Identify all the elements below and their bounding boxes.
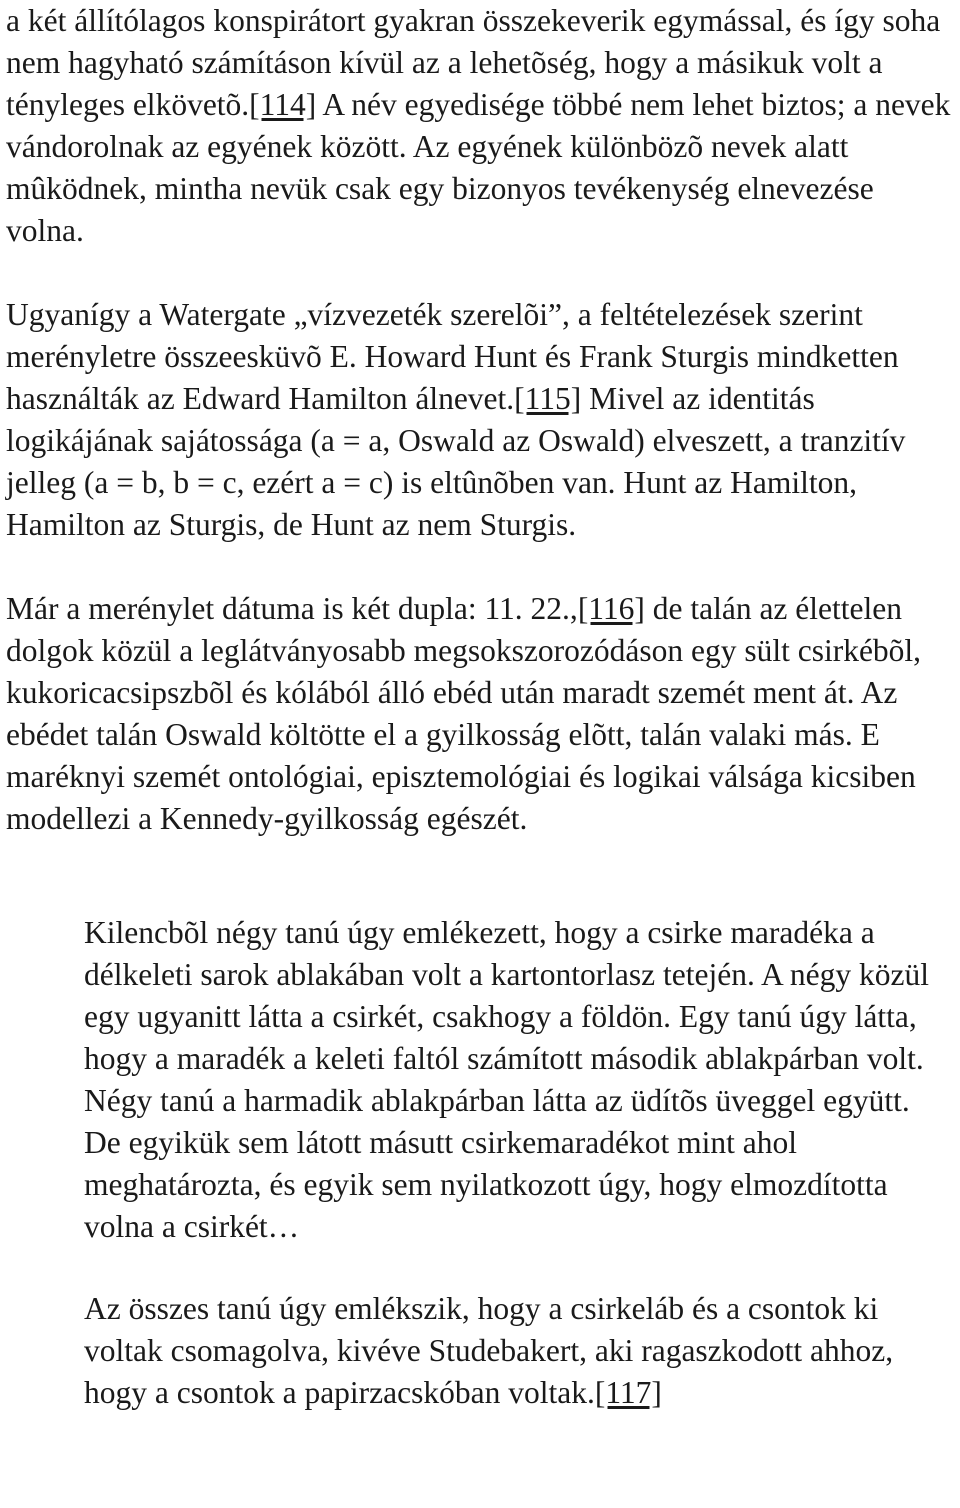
- block-quote-1: [84, 912, 944, 1248]
- paragraph-1-text-a: a két állítólagos konspirátort gyakran összekeverik egymással, és így soha nem hagyható számításon kívül az a lehetõség, hogy a másikuk volt a tényleges elkövetõ.: [6, 3, 941, 122]
- footnote-link-114[interactable]: [114]: [249, 87, 317, 122]
- paragraph-1: [6, 0, 956, 252]
- block-quote-1-text: Kilencbõl négy tanú úgy emlékezett, hogy a csirke maradéka a délkeleti sarok ablakában volt a kartontorlasz tetején. A négy közül egy ugyanitt látta a csirkét, csakhogy a földön. Egy tanú úgy látta, hogy a maradék a keleti faltól számított második ablakpárban volt. Négy tanú a harmadik ablakpárban látta az üdítõs üveggel együtt. De egyikük sem látott másutt csirkemaradékot mint ahol meghatározta, és egyik sem nyilatkozott úgy, hogy elmozdította volna a csirkét…: [84, 915, 929, 1244]
- document-page: [6, 0, 956, 1414]
- paragraph-2-text-b: Mivel az identitás logikájának sajátossága (a = a, Oswald az Oswald) elveszett, a tranzitív jelleg (a = b, b = c, ezért a = c) is eltûnõben van. Hunt az Hamilton, Hamilton az Sturgis, de Hunt az nem Sturgis.: [6, 381, 906, 542]
- block-quote-2-text: Az összes tanú úgy emlékszik, hogy a csirkeláb és a csontok ki voltak csomagolva, kivéve Studebakert, aki ragaszkodott ahhoz, hogy a csontok a papirzacskóban voltak.: [84, 1291, 894, 1410]
- paragraph-1-text-b: A név egyedisége többé nem lehet biztos; a nevek vándorolnak az egyének között. Az egyének különbözõ nevek alatt mûködnek, mintha nevük csak egy bizonyos tevékenység elnevezése volna.: [6, 87, 951, 248]
- paragraph-2-text-a: Ugyanígy a Watergate „vízvezeték szerelõi”, a feltételezések szerint merényletre összeesküvõ E. Howard Hunt és Frank Sturgis mindketten használták az Edward Hamilton álnevet.: [6, 297, 899, 416]
- paragraph-2: [6, 294, 956, 546]
- paragraph-3-text-a: Már a merénylet dátuma is két dupla: 11. 22.,: [6, 591, 578, 626]
- paragraph-3-text-b: de talán az élettelen dolgok közül a leglátványosabb megsokszorozódáson egy sült csirkébõl, kukoricacsipszbõl és kólából álló ebéd után maradt szemét ment át. Az ebédet talán Oswald költötte el a gyilkosság elõtt, talán valaki más. E maréknyi szemét ontológiai, episztemológiai és logikai válsága kicsiben modellezi a Kennedy-gyilkosság egészét.: [6, 591, 922, 836]
- block-quote-2: [84, 1288, 944, 1414]
- paragraph-3: [6, 588, 956, 840]
- footnote-link-115[interactable]: [115]: [514, 381, 582, 416]
- footnote-link-116[interactable]: [116]: [577, 591, 645, 626]
- footnote-link-117[interactable]: [117]: [594, 1375, 662, 1410]
